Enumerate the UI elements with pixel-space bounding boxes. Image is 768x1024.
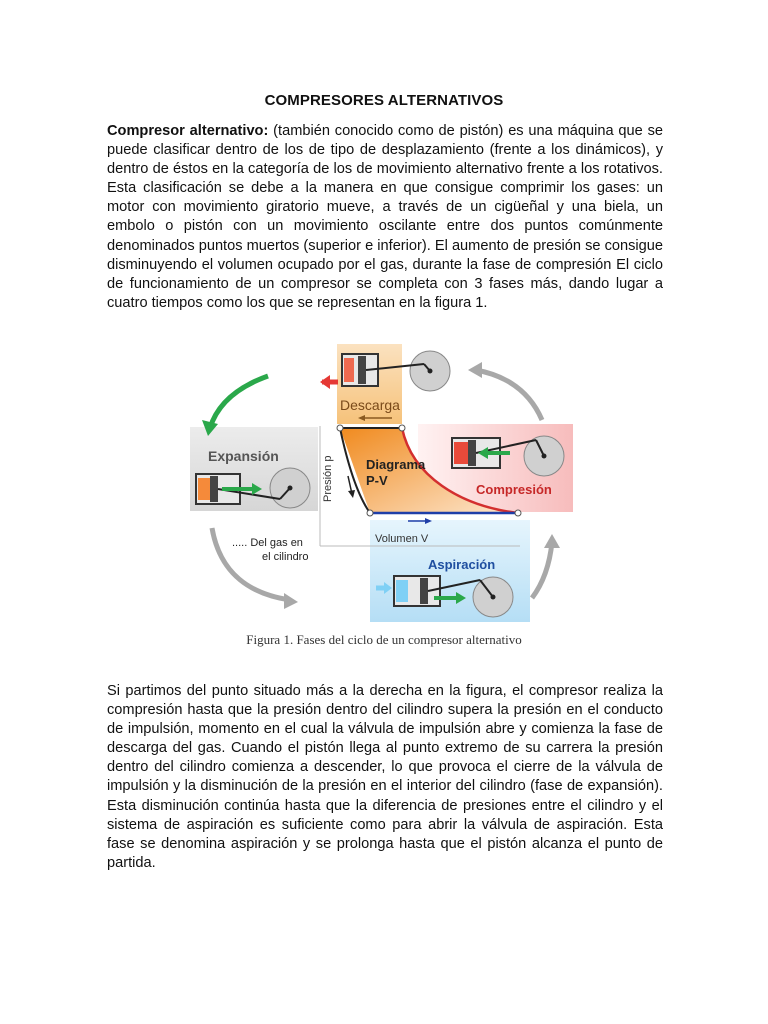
descarga-label: Descarga bbox=[340, 397, 400, 413]
page-title: COMPRESORES ALTERNATIVOS bbox=[264, 92, 504, 109]
gas-note-1: ..... Del gas en bbox=[232, 537, 303, 549]
expansion-label: Expansión bbox=[208, 448, 279, 464]
intro-paragraph bbox=[107, 122, 663, 313]
cycle-diagram bbox=[180, 336, 590, 626]
figure-caption: Figura 1. Fases del ciclo de un compresor alternativo bbox=[246, 632, 522, 647]
gas-note-2: el cilindro bbox=[262, 551, 309, 563]
axis-y-label: Presión p bbox=[322, 455, 334, 502]
intro-text: (también conocido como de pistón) es una máquina que se puede clasificar dentro de los de tipo de desplazamiento (frente a los dinámicos), y dentro de éstos en la categoría de los de movimiento alternativo frente a los rotativos. Esta clasificación se debe a la manera en que consigue comprimir los gases: un motor con movimiento giratorio mueve, a través de un cigüeñal y una biela, un embolo o pistón con un movimiento oscilante entre dos puntos comúnmente denominados puntos muertos (superior e inferior). El aumento de presión se consigue disminuyendo el volumen ocupado por el gas, durante la fase de compresión El ciclo de funcionamiento de un compresor se completa con 3 fases más, dando lugar a cuatro tiempos como los que se representan en la figura 1. bbox=[107, 123, 663, 311]
diagram-label-2: P-V bbox=[366, 473, 388, 488]
figure-compressor-cycle bbox=[180, 336, 590, 626]
intro-lead: Compresor alternativo: bbox=[107, 123, 269, 139]
diagram-label-1: Diagrama bbox=[366, 457, 426, 472]
second-paragraph: Si partimos del punto situado más a la derecha en la figura, el compresor realiza la compresión hasta que la presión dentro del cilindro supera la presión en el conducto de impulsión, momento en el cual la válvula de impulsión abre y comienza la fase de descarga del gas. Cuando el pistón llega al punto extremo de su carrera la presión dentro del cilindro comienza a descender, lo que provoca el cierre de la válvula de impulsión y la disminución de la presión en el interior del cilindro (fase de expansión). Esta disminución continúa hasta que la diferencia de presiones entre el cilindro y el sistema de aspiración es suficiente como para abrir la válvula de aspiración. Esta fase se denomina aspiración y se prolonga hasta que el pistón alcanza el punto de partida. bbox=[107, 683, 663, 871]
arrow-aspiracion-to-compresion bbox=[532, 542, 552, 598]
compresion-label: Compresión bbox=[476, 482, 552, 497]
axis-x-label: Volumen V bbox=[375, 533, 429, 545]
arrow-compresion-to-descarga bbox=[476, 370, 542, 420]
arrow-descarga-to-expansion bbox=[210, 376, 268, 428]
aspiracion-label: Aspiración bbox=[428, 557, 496, 572]
